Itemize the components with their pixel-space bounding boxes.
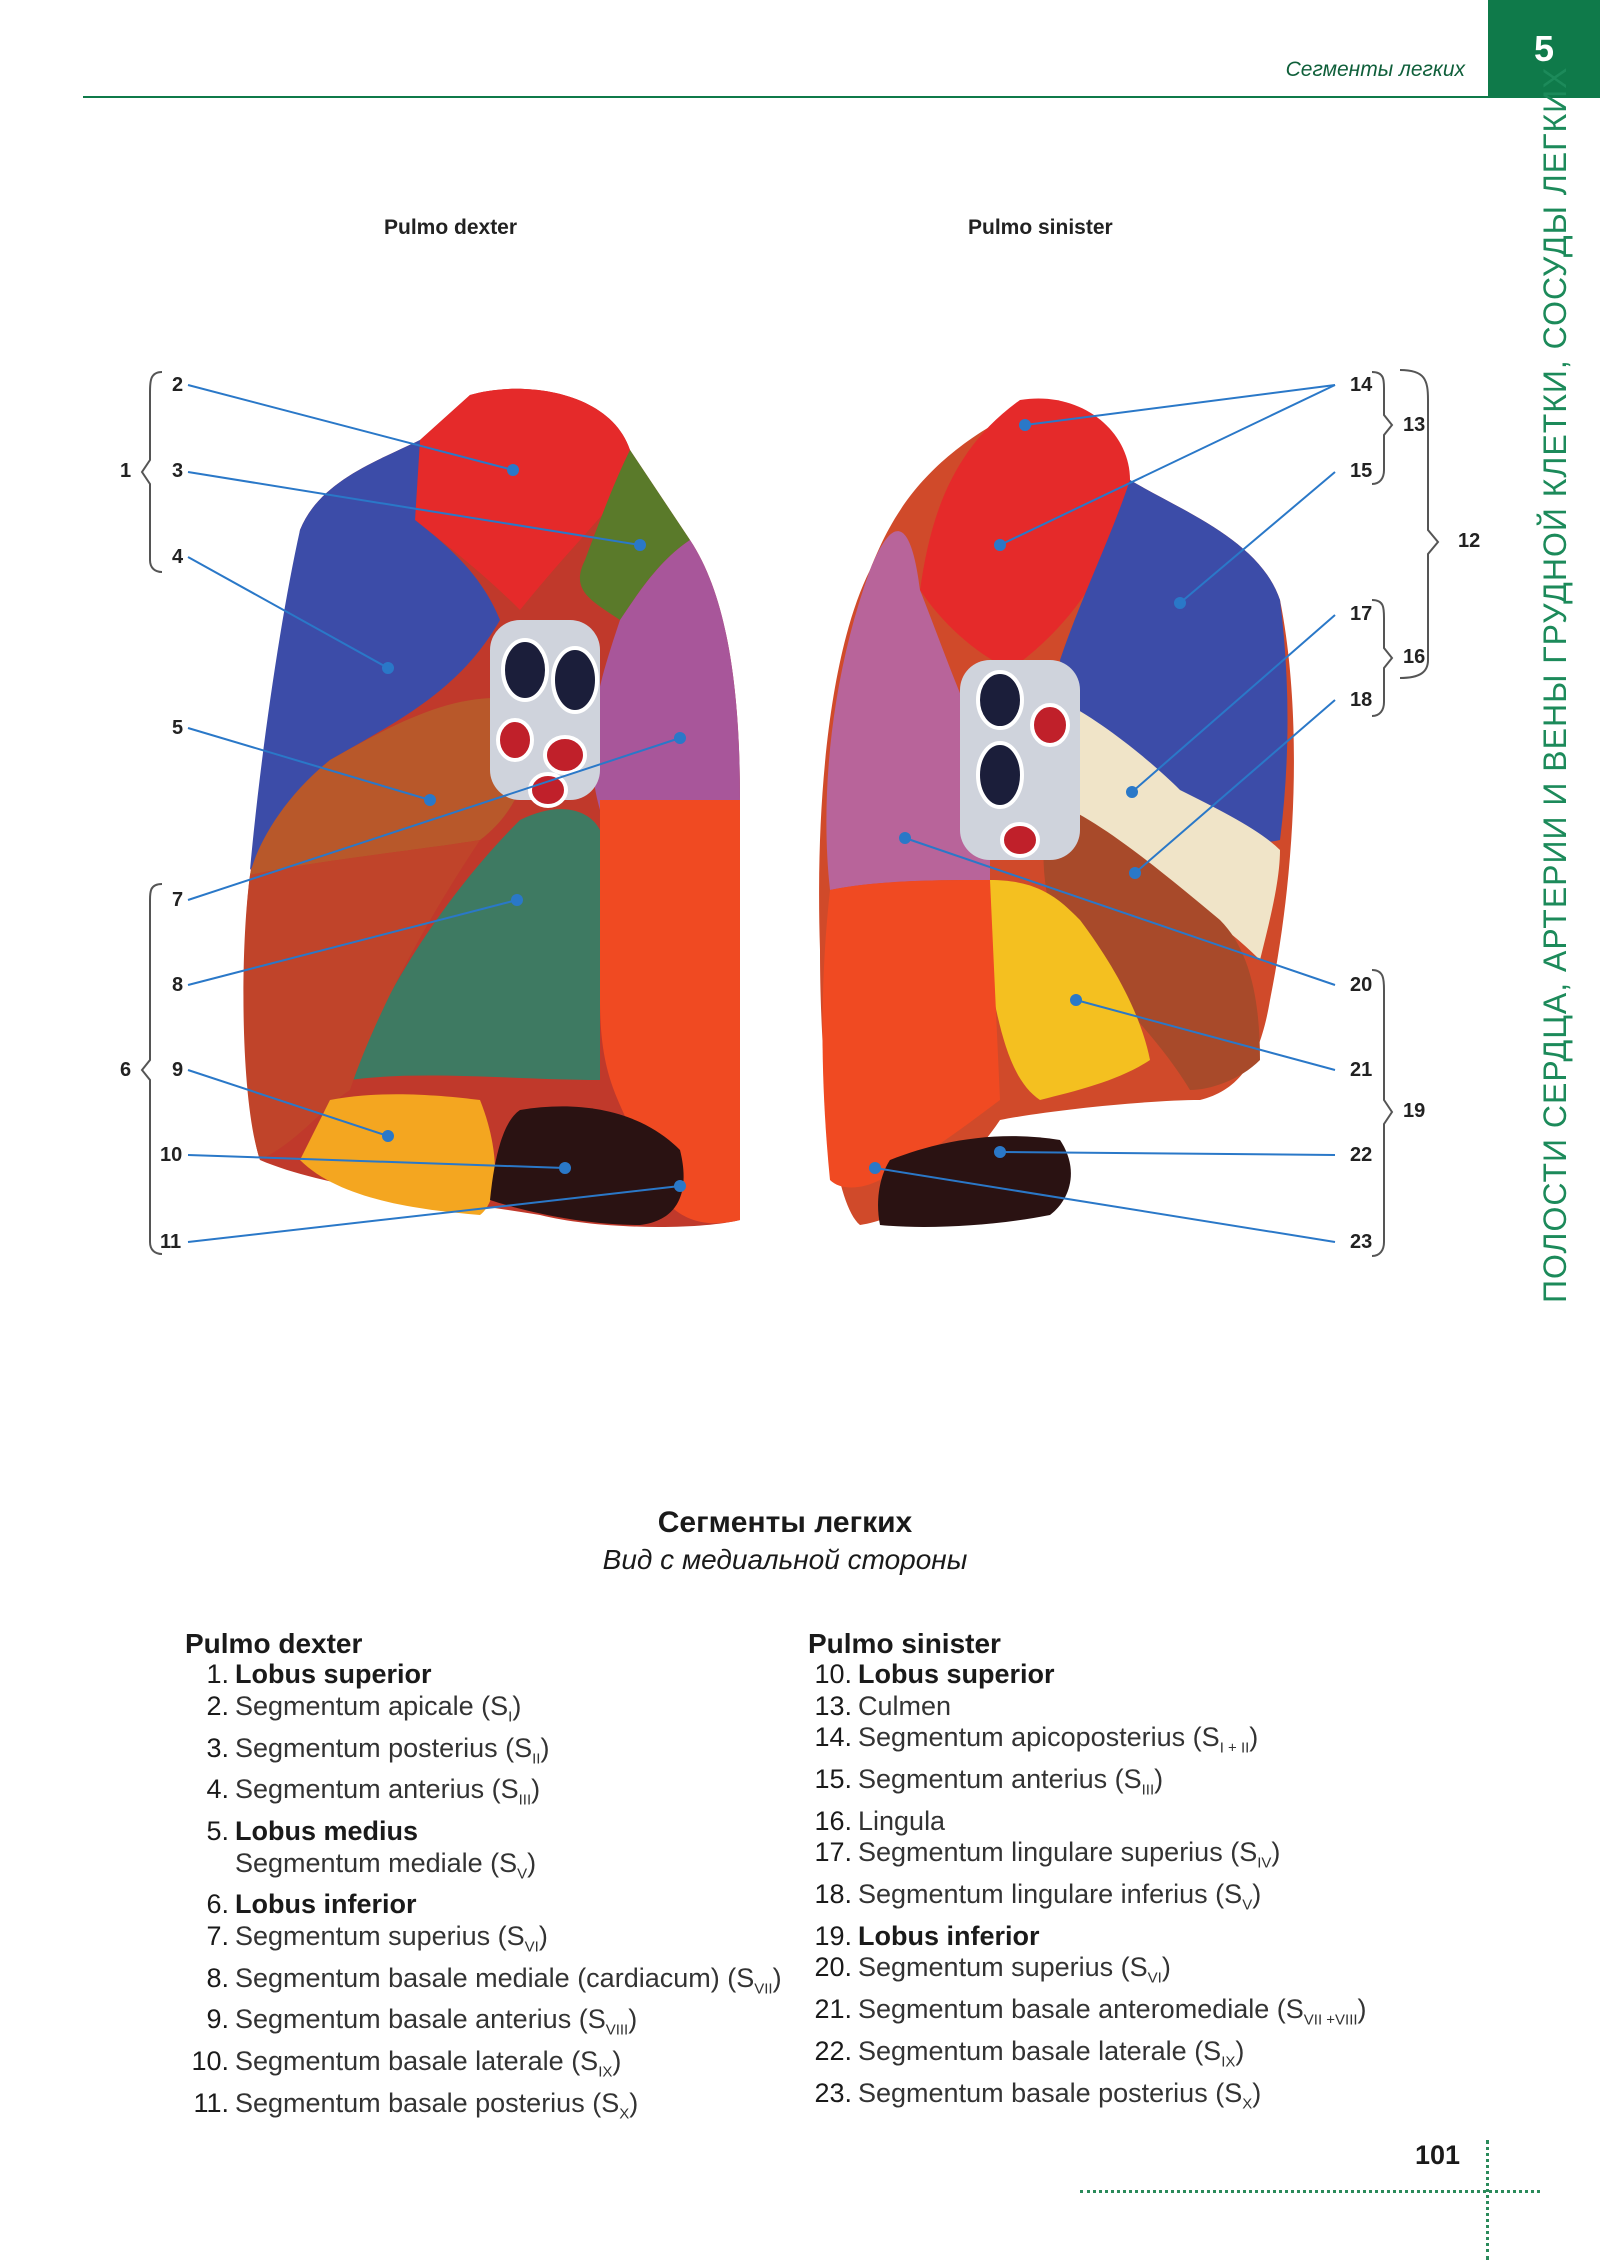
right-bronchus-2 (553, 648, 597, 712)
legend-item-lobe: Lobus inferior (858, 1920, 1040, 1951)
legend-item (185, 2088, 782, 2130)
legend-item-text: Segmentum basale mediale (cardiacum) $(S_{VII})$ (235, 1962, 782, 1997)
legend-item-lobe: Lobus superior (235, 1659, 432, 1690)
legend-item-number: 22. (814, 2035, 852, 2066)
legend-item (808, 1722, 1367, 1764)
segment-basale-anterius-yellow (300, 1094, 495, 1215)
legend-item-subscript: V (517, 1865, 528, 1882)
label-20: 20 (1350, 974, 1373, 996)
label-14: 14 (1350, 374, 1373, 396)
label-22: 22 (1350, 1144, 1373, 1166)
left-vein-1 (1002, 824, 1038, 856)
figure-title-pulmo-sinister: Pulmo sinister (968, 216, 1113, 239)
legend-item-subscript: III (1141, 1781, 1155, 1799)
chapter-number-badge: 5 (1488, 0, 1600, 98)
legend-item-number: 11. (193, 2088, 229, 2118)
label-2: 2 (172, 374, 184, 396)
label-17: 17 (1350, 603, 1373, 625)
legend-item (808, 1921, 1367, 1952)
left-bronchus-2 (978, 743, 1022, 807)
legend-item (808, 1659, 1367, 1690)
legend-item (185, 1889, 782, 1920)
legend-item (185, 1816, 782, 1847)
legend-item-text: Segmentum anterius $(S_{III})$ (858, 1764, 1164, 1799)
legend-item (808, 1994, 1367, 2036)
legend-item (185, 1659, 782, 1690)
label-8: 8 (172, 974, 184, 996)
legend-item-subscript: VII (754, 1980, 773, 1997)
label-7: 7 (172, 889, 184, 911)
legend-item (185, 2046, 782, 2088)
legend-item-number: 13. (814, 1690, 852, 1721)
legend-item (808, 2036, 1367, 2078)
right-lung (243, 389, 740, 1227)
legend-item-number: 18. (814, 1879, 852, 1910)
legend-pulmo-sinister (808, 1628, 1367, 2119)
legend-item-number: 17. (814, 1837, 852, 1868)
page-number: 101 (1414, 2140, 1460, 2170)
right-vein-1 (530, 774, 566, 806)
legend-item-number: 14. (814, 1722, 852, 1753)
legend-item-subscript: IX (1221, 2053, 1236, 2071)
legend-item (185, 1774, 782, 1816)
running-header-title: Сегменты легких (1285, 58, 1465, 81)
legend-item (185, 1848, 782, 1890)
legend-item (808, 2078, 1367, 2120)
legend-item (185, 2004, 782, 2046)
legend-item-subscript: III (518, 1791, 532, 1809)
legend-item-subscript: VIII (605, 2021, 629, 2039)
legend-item-subscript: VII +VIII (1303, 2011, 1358, 2029)
legend-item (808, 1952, 1367, 1994)
right-artery-1 (498, 720, 532, 760)
legend-item-text: Segmentum basale posterius $(S_X)$ (235, 2088, 639, 2123)
legend-item-text: Segmentum superius $(S_{VI})$ (235, 1920, 548, 1956)
label-13: 13 (1403, 414, 1426, 436)
legend-item-number: 8. (206, 1962, 229, 1993)
legend-item-number: 10. (191, 2046, 229, 2077)
figure-title-pulmo-dexter: Pulmo dexter (384, 216, 518, 239)
label-5: 5 (172, 717, 184, 739)
label-3: 3 (172, 460, 184, 482)
legend-item-subscript: IV (1257, 1854, 1272, 1872)
legend-item (185, 1921, 782, 1963)
legend-item-subscript: VI (524, 1938, 539, 1956)
figure-caption-subtitle: Вид с медиальной стороны (602, 1544, 968, 1575)
legend-pulmo-dexter (185, 1628, 782, 2130)
legend-item-subscript: V (1242, 1896, 1253, 1914)
label-9: 9 (172, 1059, 184, 1081)
legend-list (185, 1659, 782, 2129)
label-19: 19 (1403, 1100, 1426, 1122)
legend-item-lobe: Lobus medius (235, 1816, 419, 1847)
legend-heading: Pulmo dexter (185, 1628, 363, 1659)
legend-item-number: 3. (206, 1732, 229, 1763)
legend-item-number: 21. (814, 1994, 852, 2025)
legend-heading: Pulmo sinister (808, 1628, 1001, 1659)
label-16: 16 (1403, 646, 1426, 668)
label-6: 6 (120, 1059, 132, 1081)
legend-item (185, 1963, 782, 2005)
legend-item-subscript: X (619, 2105, 630, 2123)
legend-item-text: Segmentum lingulare inferius $(S_V)$ (858, 1879, 1262, 1914)
legend-item-text: Segmentum superius $(S_{VI})$ (858, 1952, 1171, 1987)
legend-item-number: 16. (814, 1805, 852, 1836)
legend-item-lobe: Lobus superior (858, 1659, 1055, 1690)
legend-item-subscript: I (508, 1708, 513, 1726)
footer-dotted-rule (1080, 2190, 1540, 2193)
label-21: 21 (1350, 1059, 1373, 1081)
label-4: 4 (172, 546, 184, 568)
legend-item (185, 1733, 782, 1775)
legend-item-text: Segmentum basale laterale $(S_{IX})$ (235, 2046, 622, 2081)
legend-item-number: 6. (206, 1889, 229, 1920)
legend-item-text: Segmentum basale anterius $(S_{VIII})$ (235, 2004, 638, 2039)
legend-item-subscript: X (1242, 2095, 1253, 2112)
label-12: 12 (1458, 530, 1481, 552)
side-chapter-title: ПОЛОСТИ СЕРДЦА, АРТЕРИИ И ВЕНЫ ГРУДНОЙ КЛЕТКИ, СОСУДЫ ЛЕГКИХ (1537, 66, 1573, 1303)
legend-item (808, 1764, 1367, 1806)
legend-item-text: Lingula (858, 1805, 946, 1836)
legend-item (808, 1806, 1367, 1837)
legend-item-number: 20. (814, 1952, 852, 1983)
legend-item-number: 19. (814, 1920, 852, 1951)
label-15: 15 (1350, 460, 1373, 482)
legend-item-text: Segmentum basale anteromediale $(S_{VII +VIII})$ (858, 1994, 1367, 2029)
right-bronchus-1 (503, 640, 547, 700)
legend-list (808, 1659, 1367, 2119)
footer-dotted-rule-vertical (1486, 2140, 1489, 2260)
legend-item-subscript: I + II (1219, 1739, 1250, 1757)
legend-item (185, 1691, 782, 1733)
legend-item-subscript: VI (1147, 1969, 1162, 1987)
legend-item-number: 9. (206, 2004, 229, 2035)
label-23: 23 (1350, 1231, 1373, 1253)
right-artery-2 (545, 737, 585, 773)
left-lung (819, 398, 1294, 1227)
legend-item-number: 10. (814, 1659, 852, 1690)
legend-item-text: Segmentum posterius $(S_{II})$ (235, 1732, 550, 1767)
legend-item (808, 1837, 1367, 1879)
legend-item-text: Segmentum basale laterale $(S_{IX})$ (858, 2035, 1245, 2071)
legend-item-text: Segmentum apicoposterius $(S_{I + II})$ (858, 1722, 1259, 1757)
legend-item-lobe: Lobus inferior (235, 1889, 417, 1920)
legend-item (808, 1691, 1367, 1722)
legend-item-text: Segmentum lingulare superius $(S_{IV})$ (858, 1837, 1281, 1872)
legend-item-number: 7. (206, 1920, 229, 1951)
legend-item-text: Culmen (858, 1690, 952, 1721)
legend-item-number: 15. (814, 1764, 852, 1795)
left-bronchus-1 (978, 672, 1022, 728)
label-10: 10 (160, 1144, 183, 1166)
figure-caption-title: Сегменты легких (657, 1506, 913, 1539)
legend-item-subscript: IX (598, 2063, 613, 2081)
legend-item-number: 4. (206, 1774, 229, 1805)
legend-item-text: Segmentum anterius $(S_{III})$ (235, 1774, 541, 1809)
legend-item-text: Segmentum mediale $(S_V)$ (235, 1847, 537, 1882)
left-artery-1 (1032, 705, 1068, 745)
legend-item-number: 1. (206, 1659, 229, 1690)
legend-item-text: Segmentum apicale $(S_I)$ (235, 1690, 522, 1726)
label-18: 18 (1350, 689, 1373, 711)
label-11: 11 (160, 1231, 182, 1253)
legend-item-number: 23. (814, 2077, 852, 2108)
legend-item (808, 1879, 1367, 1921)
legend-item-number: 2. (206, 1690, 229, 1721)
legend-item-text: Segmentum basale posterius $(S_X)$ (858, 2077, 1262, 2112)
legend-item-subscript: II (532, 1750, 541, 1767)
label-1: 1 (120, 460, 132, 482)
legend-item-number: 5. (206, 1816, 229, 1847)
